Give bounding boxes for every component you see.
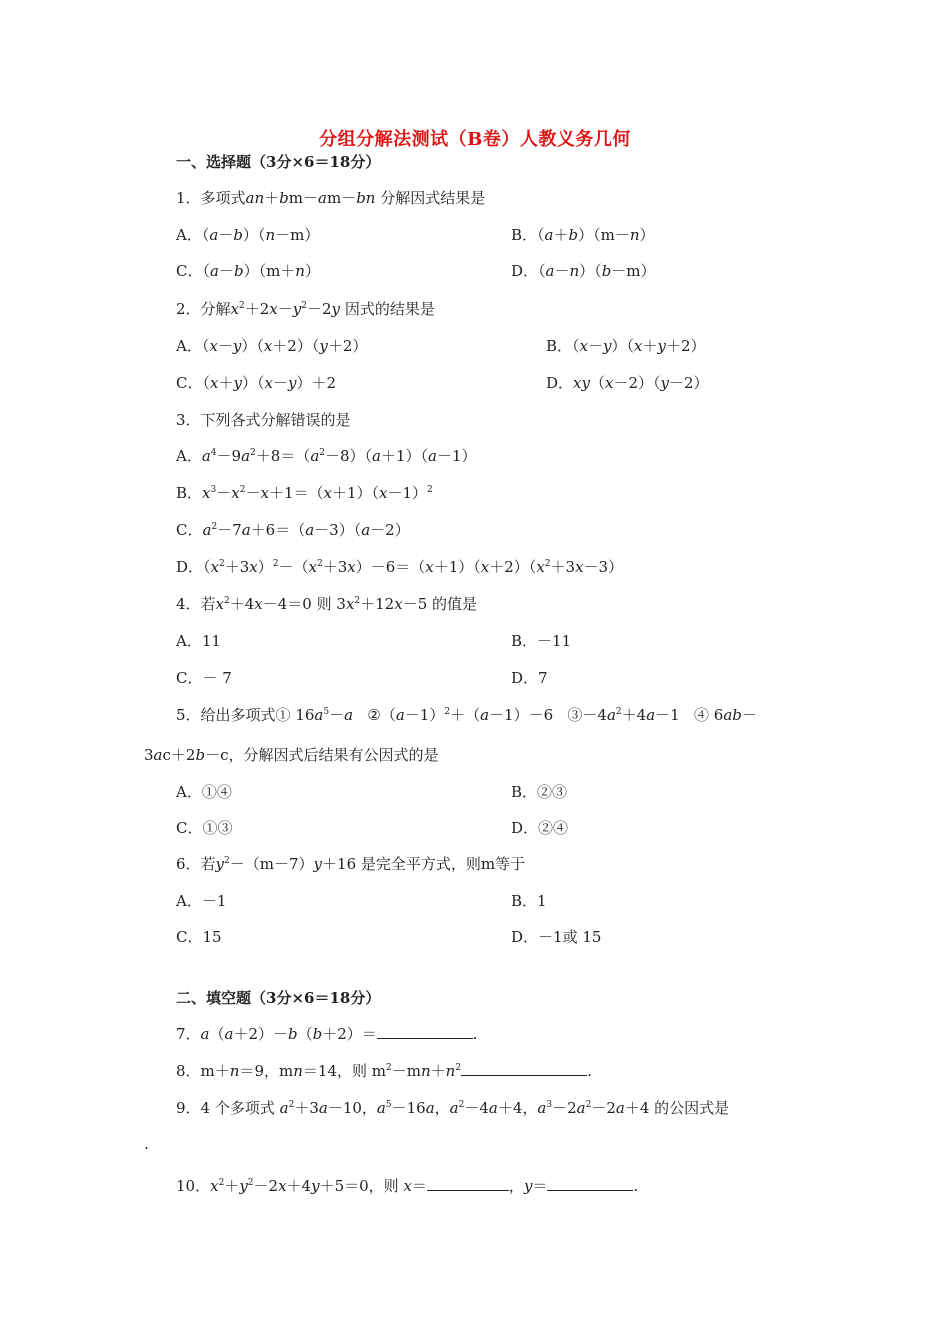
question-10: 10．$x^2+y^2-2x+4y+5=0$，则 x＝ ，y＝ .	[176, 1177, 639, 1195]
q1-option-d: D．（a－n）（b－m）	[511, 262, 656, 280]
q5-option-a: A．①④	[176, 783, 232, 801]
q4-option-b: B．－11	[511, 632, 572, 650]
q2-option-b: B．（x－y）（x＋y＋2）	[546, 337, 706, 355]
answer-blank[interactable]	[461, 1061, 587, 1076]
q2-option-d: D．xy（x－2）（y－2）	[546, 374, 709, 392]
q4-option-d: D．7	[511, 669, 548, 687]
q6-option-b: B．1	[511, 892, 547, 910]
q3-option-a: A．$a^4-9a^2+8=(a^2-8)(a+1)(a-1)$	[176, 447, 477, 465]
answer-blank-y[interactable]	[547, 1176, 633, 1191]
question-8: 8．m＋n＝9，mn＝14，则 $m^2-mn+n^2$ .	[176, 1062, 592, 1080]
question-1-stem: 1．多项式an＋bm－am－bn 分解因式结果是	[176, 189, 486, 207]
q6-option-d: D．－1或 15	[511, 928, 602, 946]
section-heading-choice: 一、选择题（3分×6＝18分）	[176, 153, 381, 171]
question-2-stem: 2．分解$x^2+2x-y^2-2y$ 因式的结果是	[176, 300, 435, 318]
section-heading-fill: 二、填空题（3分×6＝18分）	[176, 989, 381, 1007]
question-9-period: .	[144, 1135, 149, 1153]
question-7: 7．a（a＋2）－b（b＋2）＝ .	[176, 1025, 478, 1043]
q6-option-a: A．－1	[176, 892, 227, 910]
document-title: 分组分解法测试（B卷）人教义务几何	[319, 129, 631, 150]
q2-option-a: A．（x－y）（x＋2）（y＋2）	[176, 337, 368, 355]
question-5-stem-cont: 3ac＋2b－c，分解因式后结果有公因式的是	[144, 746, 439, 764]
question-9: 9．4 个多项式 $a^2+3a-10$，$a^5-16a$，$a^2-4a+4$，$a^3-2a^2-2a+4$ 的公因式是	[176, 1099, 730, 1117]
question-6-stem: 6．若$y^2-(m-7)y+16$ 是完全平方式，则m等于	[176, 855, 526, 873]
q1-option-a: A．（a－b）（n－m）	[176, 226, 320, 244]
q1-option-c: C．（a－b）（m＋n）	[176, 262, 320, 280]
q5-option-c: C．①③	[176, 819, 233, 837]
q3-option-c: C．$a^2-7a+6=(a-3)(a-2)$	[176, 521, 410, 539]
q5-option-d: D．②④	[511, 819, 569, 837]
q3-option-d: D．$(x^2+3x)^2-(x^2+3x)-6=(x+1)(x+2)(x^2+3x-3)$	[176, 558, 624, 576]
question-5-stem: 5．给出多项式① $16a^5-a$ $②(a-1)^2+(a-1)-6$ $③-4a^2+4a-1$ ④ 6ab－	[176, 706, 757, 724]
answer-blank[interactable]	[377, 1024, 473, 1039]
q4-option-a: A．11	[176, 632, 221, 650]
q2-option-c: C．（x＋y）（x－y）＋2	[176, 374, 336, 392]
q3-option-b: B．$x^3-x^2-x+1=(x+1)(x-1)^2$	[176, 484, 433, 502]
question-4-stem: 4．若$x^2+4x-4=0$ 则 $3x^2+12x-5$ 的值是	[176, 595, 478, 613]
q5-option-b: B．②③	[511, 783, 568, 801]
answer-blank-x[interactable]	[427, 1176, 509, 1191]
question-3-stem: 3．下列各式分解错误的是	[176, 411, 351, 429]
q1-option-b: B．（a＋b）（m－n）	[511, 226, 655, 244]
q4-option-c: C．－ 7	[176, 669, 232, 687]
q6-option-c: C．15	[176, 928, 222, 946]
